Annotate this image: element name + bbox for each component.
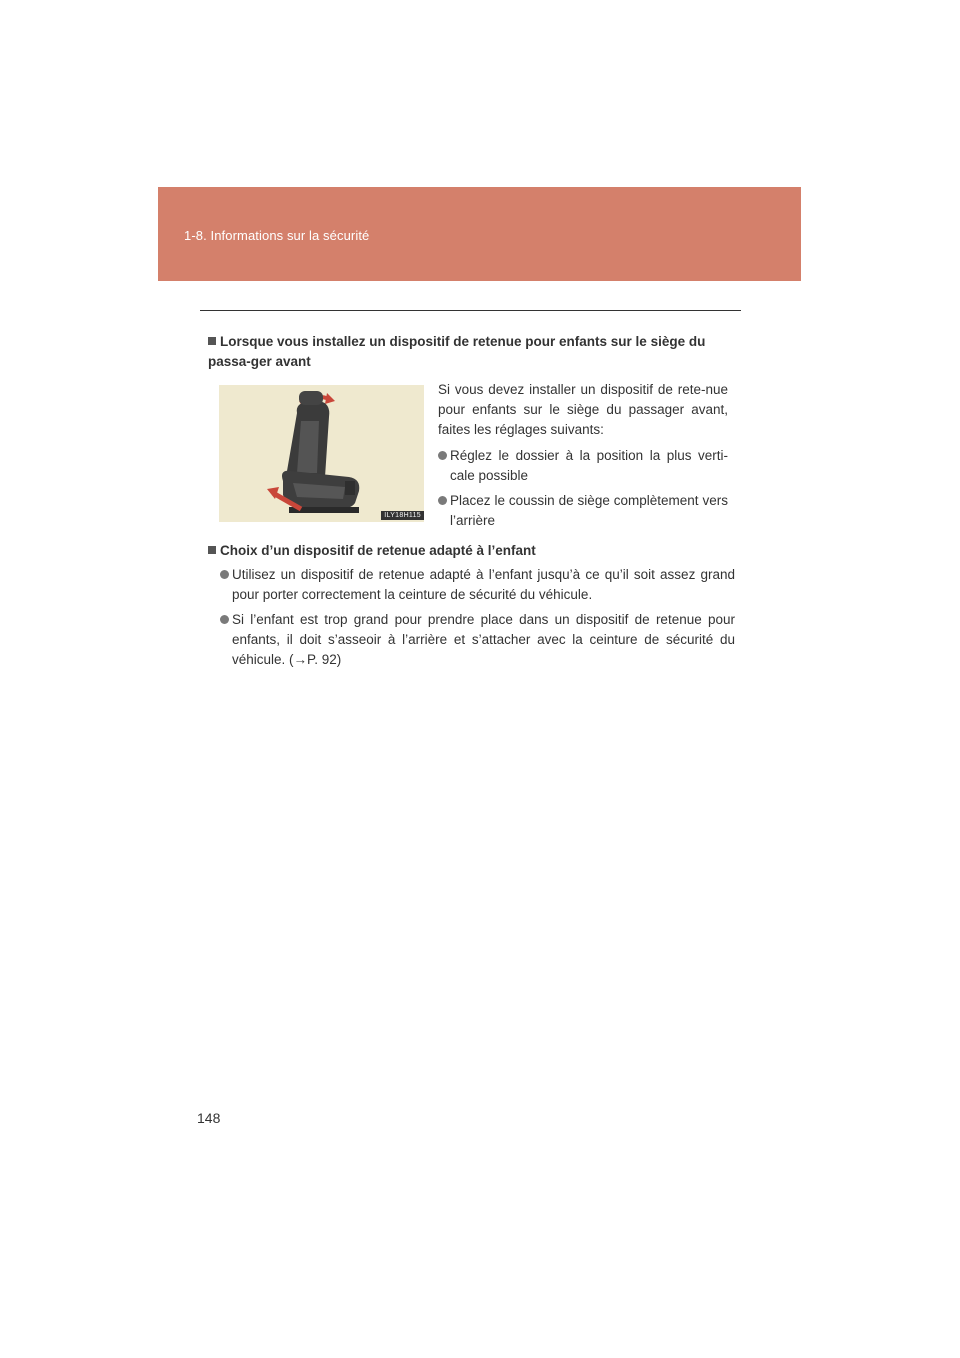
bullet-dot-icon <box>438 451 447 460</box>
list-item: Placez le coussin de siège complètement vers l’arrière <box>438 491 728 531</box>
section-divider <box>200 310 741 311</box>
section-title: 1-8. Informations sur la sécurité <box>184 228 370 243</box>
car-seat-icon <box>219 385 424 522</box>
seat-illustration <box>219 385 424 522</box>
heading-front-passenger-seat: Lorsque vous installez un dispositif de retenue pour enfants sur le siège du passa-ger avant <box>208 334 706 369</box>
figure-code: ILY18H115 <box>381 511 424 520</box>
page-number: 148 <box>197 1110 221 1126</box>
header-band <box>158 187 801 281</box>
bullet-dot-icon <box>220 615 229 624</box>
bullet-dot-icon <box>220 570 229 579</box>
list-item: Si l’enfant est trop grand pour prendre place dans un dispositif de retenue pour enfants, il doit s’asseoir à l’arrière et s’attacher avec la ceinture de sécurité du véhicule. (→P. 92) <box>220 610 735 670</box>
intro-paragraph: Si vous devez installer un dispositif de rete-nue pour enfants sur le siège du passager avant, faites les réglages suivants: <box>438 382 728 437</box>
square-bullet-icon <box>208 546 216 554</box>
square-bullet-icon <box>208 337 216 345</box>
list-item: Utilisez un dispositif de retenue adapté à l’enfant jusqu’à ce qu’il soit assez grand pour porter correctement la ceinture de sécurité du véhicule. <box>220 565 735 605</box>
bullet-dot-icon <box>438 496 447 505</box>
heading-child-restraint-choice: Choix d’un dispositif de retenue adapté à l’enfant <box>208 541 743 561</box>
list-item: Réglez le dossier à la position la plus verti-cale possible <box>438 446 728 486</box>
